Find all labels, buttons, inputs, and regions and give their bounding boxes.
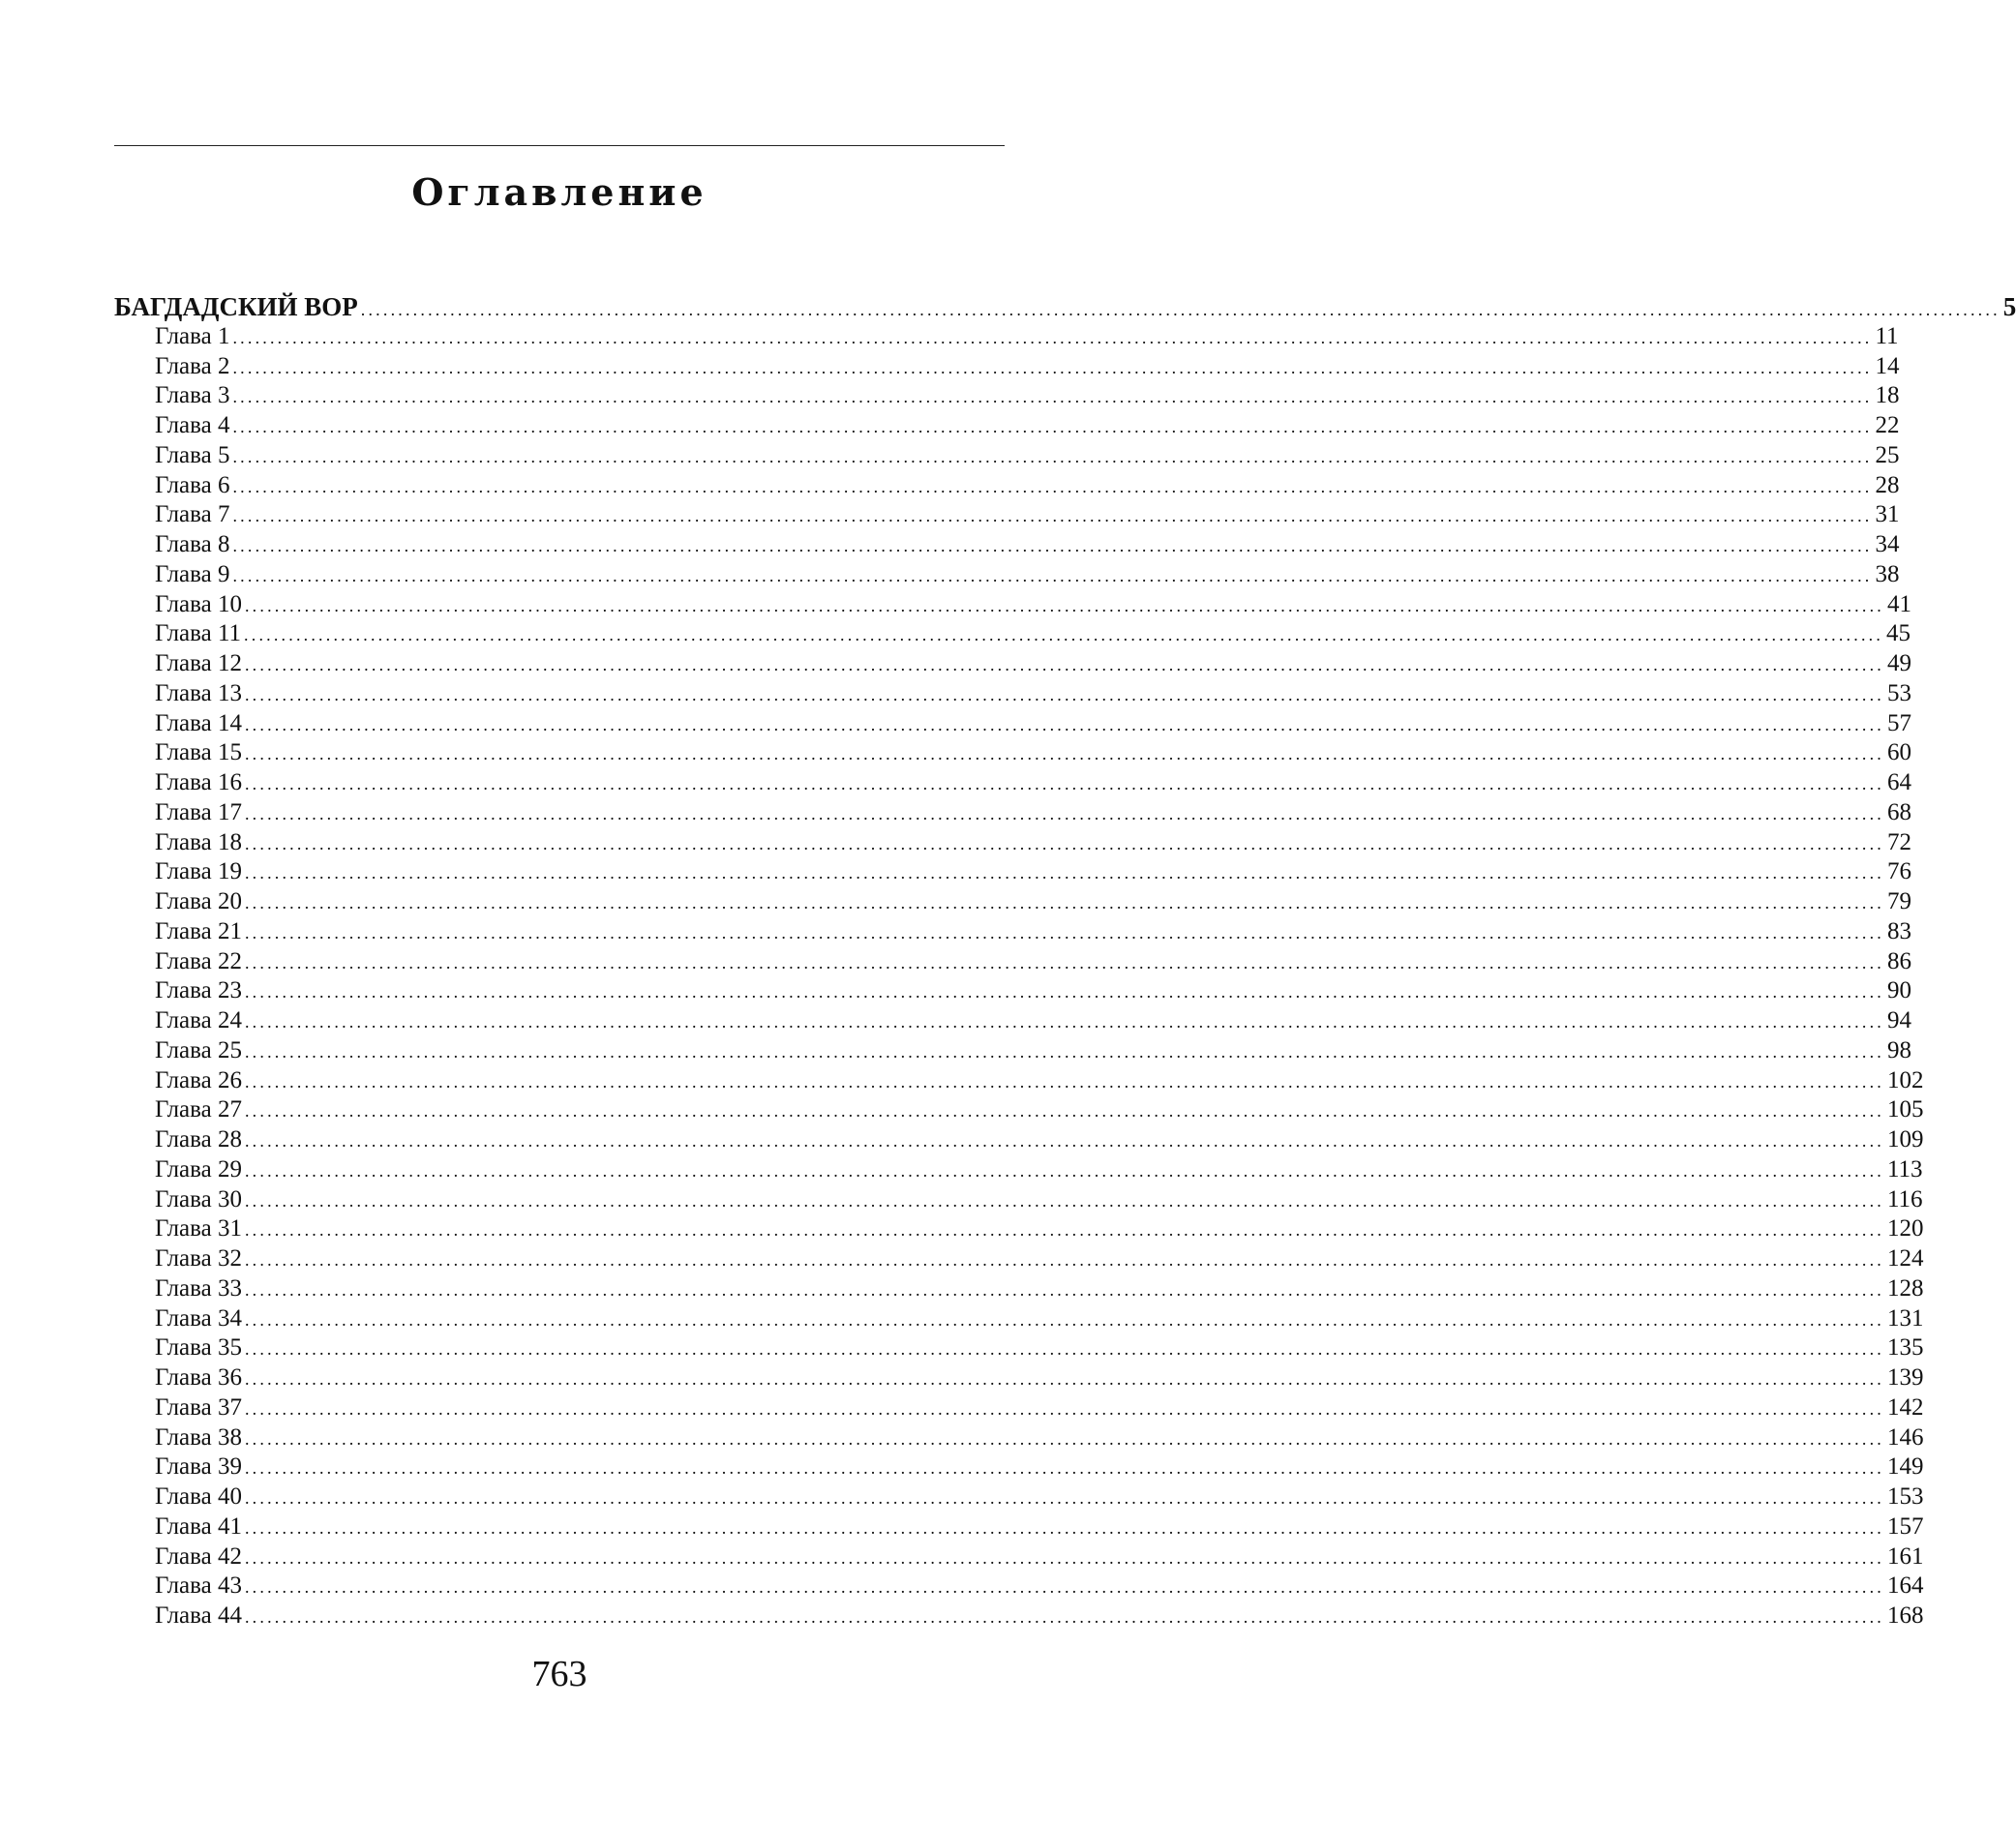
toc-chapter-page: 139: [1886, 1364, 1924, 1391]
toc-chapter-title: Глава 2: [155, 352, 230, 379]
toc-chapter-title: Глава 23: [155, 977, 242, 1004]
dot-leader: ............................................................................................................................................................................................................................: [232, 446, 1873, 466]
dot-leader: ............................................................................................................................................................................................................................: [244, 655, 1884, 674]
toc-chapter-entry[interactable]: [114, 738, 1911, 768]
dot-leader: ............................................................................................................................................................................................................................: [244, 803, 1884, 823]
toc-chapter-entry[interactable]: [114, 947, 1911, 977]
toc-chapter-page: 135: [1886, 1334, 1924, 1362]
toc-chapter-entry[interactable]: [114, 1512, 1924, 1542]
dot-leader: ............................................................................................................................................................................................................................: [244, 1101, 1884, 1122]
toc-chapter-entry[interactable]: [114, 887, 1911, 917]
table-of-contents: [114, 292, 2016, 1631]
toc-chapter-title: Глава 33: [155, 1274, 242, 1302]
dot-leader: ............................................................................................................................................................................................................................: [244, 595, 1884, 615]
dot-leader: ............................................................................................................................................................................................................................: [244, 1428, 1884, 1449]
toc-chapter-entry[interactable]: [114, 1304, 1924, 1334]
dot-leader: ............................................................................................................................................................................................................................: [232, 476, 1873, 496]
toc-chapter-title: Глава 8: [155, 531, 230, 557]
toc-chapter-page: 57: [1886, 709, 1911, 736]
toc-chapter-title: Глава 5: [155, 441, 230, 468]
toc-chapter-page: 41: [1886, 590, 1911, 617]
toc-chapter-page: 45: [1886, 620, 1911, 647]
dot-leader: ............................................................................................................................................................................................................................: [244, 1339, 1884, 1360]
dot-leader: ............................................................................................................................................................................................................................: [244, 684, 1884, 704]
toc-chapter-title: Глава 29: [155, 1155, 242, 1182]
page-number: 763: [531, 1654, 587, 1694]
toc-chapter-entry[interactable]: [114, 619, 1911, 649]
toc-chapter-title: Глава 16: [155, 769, 242, 795]
toc-chapter-page: 105: [1886, 1096, 1924, 1123]
toc-chapter-title: Глава 14: [155, 709, 242, 736]
toc-chapter-page: 168: [1886, 1602, 1924, 1629]
toc-chapter-entry[interactable]: [114, 1363, 1924, 1393]
toc-chapter-title: Глава 42: [155, 1542, 242, 1570]
toc-chapter-page: 86: [1886, 947, 1911, 974]
toc-chapter-entry[interactable]: [114, 441, 1900, 471]
toc-chapter-entry[interactable]: [114, 1393, 1924, 1423]
toc-chapter-title: Глава 20: [155, 888, 242, 914]
page-title: Оглавление: [411, 170, 707, 214]
toc-chapter-page: 83: [1886, 917, 1911, 944]
toc-part-title: БАГДАДСКИЙ ВОР: [114, 292, 358, 321]
toc-chapter-entry[interactable]: [114, 1185, 1923, 1215]
toc-chapter-entry[interactable]: [114, 917, 1911, 947]
toc-chapter-title: Глава 22: [155, 947, 242, 974]
toc-chapter-page: 149: [1886, 1453, 1924, 1481]
dot-leader: ............................................................................................................................................................................................................................: [244, 982, 1884, 1003]
toc-chapter-entry[interactable]: [114, 1244, 1924, 1274]
dot-leader: ............................................................................................................................................................................................................................: [244, 774, 1884, 793]
toc-chapter-page: 53: [1886, 679, 1911, 706]
toc-chapter-entry[interactable]: [114, 1155, 1923, 1185]
toc-chapter-title: Глава 31: [155, 1215, 242, 1242]
toc-chapter-title: Глава 18: [155, 828, 242, 855]
toc-chapter-page: 98: [1886, 1036, 1911, 1063]
toc-chapter-title: Глава 34: [155, 1304, 242, 1332]
toc-chapter-title: Глава 30: [155, 1185, 242, 1212]
dot-leader: ............................................................................................................................................................................................................................: [232, 536, 1873, 555]
toc-chapter-page: 28: [1875, 471, 1900, 498]
toc-chapter-entry[interactable]: [114, 1066, 1924, 1096]
toc-chapter-entry[interactable]: [114, 1214, 1924, 1244]
dot-leader: ............................................................................................................................................................................................................................: [244, 1012, 1884, 1032]
toc-chapter-page: 22: [1875, 412, 1900, 438]
toc-chapter-title: Глава 27: [155, 1096, 242, 1123]
toc-chapter-entry[interactable]: [114, 1095, 1924, 1125]
toc-chapter-title: Глава 44: [155, 1602, 242, 1629]
toc-chapter-title: Глава 12: [155, 650, 242, 676]
toc-chapter-page: 113: [1886, 1155, 1923, 1182]
dot-leader: ............................................................................................................................................................................................................................: [232, 387, 1873, 407]
dot-leader: ............................................................................................................................................................................................................................: [244, 1071, 1884, 1092]
toc-chapter-page: 116: [1886, 1185, 1923, 1212]
toc-chapter-title: Глава 15: [155, 739, 242, 766]
toc-chapter-entry[interactable]: [114, 857, 1911, 887]
dot-leader: ............................................................................................................................................................................................................................: [244, 1309, 1884, 1330]
toc-chapter-page: 157: [1886, 1512, 1924, 1540]
toc-chapter-page: 60: [1886, 739, 1911, 766]
toc-chapter-entry[interactable]: [114, 1274, 1924, 1304]
toc-chapter-page: 72: [1886, 828, 1911, 855]
toc-chapter-title: Глава 11: [155, 620, 242, 647]
dot-leader: ............................................................................................................................................................................................................................: [244, 1517, 1884, 1538]
dot-leader: ............................................................................................................................................................................................................................: [232, 417, 1873, 436]
toc-chapter-page: 31: [1875, 501, 1900, 528]
toc-chapter-page: 128: [1886, 1274, 1924, 1302]
toc-chapter-entry[interactable]: [114, 500, 1900, 530]
dot-leader: ............................................................................................................................................................................................................................: [244, 714, 1884, 734]
dot-leader: ............................................................................................................................................................................................................................: [244, 1041, 1884, 1062]
dot-leader: ............................................................................................................................................................................................................................: [244, 1547, 1884, 1568]
dot-leader: ............................................................................................................................................................................................................................: [244, 1220, 1884, 1241]
toc-chapter-page: 146: [1886, 1423, 1924, 1451]
toc-chapter-page: 90: [1886, 977, 1911, 1004]
toc-chapter-entry[interactable]: [114, 1482, 1924, 1512]
toc-chapter-page: 164: [1886, 1572, 1924, 1600]
dot-leader: ............................................................................................................................................................................................................................: [244, 952, 1884, 973]
toc-chapter-title: Глава 37: [155, 1393, 242, 1421]
toc-chapter-title: Глава 1: [155, 322, 230, 349]
toc-chapter-title: Глава 43: [155, 1572, 242, 1600]
toc-chapter-page: 18: [1875, 382, 1900, 409]
toc-chapter-page: 64: [1886, 769, 1911, 795]
toc-chapter-title: Глава 26: [155, 1066, 242, 1093]
toc-chapter-page: 34: [1875, 531, 1900, 557]
toc-chapter-entry[interactable]: [114, 560, 1900, 590]
toc-chapter-title: Глава 35: [155, 1334, 242, 1362]
toc-part-entry[interactable]: [114, 292, 2016, 322]
toc-chapter-title: Глава 41: [155, 1512, 242, 1540]
toc-part-page: 5: [2002, 292, 2016, 321]
toc-chapter-entry[interactable]: [114, 1542, 1924, 1572]
toc-chapter-title: Глава 32: [155, 1245, 242, 1272]
dot-leader: ............................................................................................................................................................................................................................: [244, 893, 1884, 913]
dot-leader: ............................................................................................................................................................................................................................: [244, 1458, 1884, 1479]
dot-leader: ............................................................................................................................................................................................................................: [244, 1160, 1884, 1181]
toc-chapter-page: 102: [1886, 1066, 1924, 1093]
dot-leader: ............................................................................................................................................................................................................................: [244, 922, 1884, 943]
toc-chapter-title: Глава 4: [155, 412, 230, 438]
toc-chapter-page: 76: [1886, 858, 1911, 885]
toc-chapter-page: 109: [1886, 1126, 1924, 1152]
dot-leader: ............................................................................................................................................................................................................................: [244, 1488, 1884, 1508]
toc-chapter-entry[interactable]: [114, 381, 1900, 411]
toc-chapter-entry[interactable]: [114, 1125, 1924, 1155]
toc-chapter-title: Глава 21: [155, 917, 242, 944]
toc-chapter-page: 68: [1886, 798, 1911, 825]
toc-chapter-entry[interactable]: [114, 322, 1899, 352]
toc-chapter-entry[interactable]: [114, 530, 1900, 560]
toc-chapter-page: 38: [1875, 560, 1900, 587]
toc-chapter-title: Глава 38: [155, 1423, 242, 1451]
dot-leader: ............................................................................................................................................................................................................................: [244, 744, 1884, 764]
toc-chapter-title: Глава 6: [155, 471, 230, 498]
toc-chapter-entry[interactable]: [114, 709, 1911, 739]
toc-chapter-page: 153: [1886, 1483, 1924, 1510]
toc-chapter-title: Глава 17: [155, 798, 242, 825]
dot-leader: ............................................................................................................................................................................................................................: [232, 357, 1873, 377]
toc-chapter-entry[interactable]: [114, 828, 1911, 858]
dot-leader: ............................................................................................................................................................................................................................: [244, 1250, 1884, 1270]
toc-chapter-page: 49: [1886, 650, 1911, 676]
dot-leader: ............................................................................................................................................................................................................................: [360, 300, 2001, 319]
toc-chapter-entry[interactable]: [114, 352, 1900, 382]
toc-chapter-page: 120: [1886, 1215, 1924, 1242]
toc-chapter-title: Глава 36: [155, 1364, 242, 1391]
toc-chapter-entry[interactable]: [114, 976, 1911, 1006]
toc-chapter-entry[interactable]: [114, 1006, 1911, 1036]
dot-leader: ............................................................................................................................................................................................................................: [232, 565, 1873, 585]
dot-leader: ............................................................................................................................................................................................................................: [244, 863, 1884, 883]
dot-leader: ............................................................................................................................................................................................................................: [232, 327, 1873, 347]
toc-chapter-entry[interactable]: [114, 1572, 1924, 1601]
dot-leader: ............................................................................................................................................................................................................................: [232, 506, 1873, 526]
dot-leader: ............................................................................................................................................................................................................................: [244, 1190, 1884, 1211]
toc-chapter-entry[interactable]: [114, 768, 1911, 798]
toc-chapter-page: 25: [1875, 441, 1900, 468]
dot-leader: ............................................................................................................................................................................................................................: [244, 833, 1884, 853]
toc-chapter-page: 142: [1886, 1393, 1924, 1421]
toc-chapter-page: 124: [1886, 1245, 1924, 1272]
toc-chapter-page: 11: [1875, 322, 1899, 349]
toc-chapter-entry[interactable]: [114, 1601, 1924, 1631]
toc-chapter-title: Глава 10: [155, 590, 242, 617]
toc-chapter-title: Глава 13: [155, 679, 242, 706]
dot-leader: ............................................................................................................................................................................................................................: [244, 1131, 1884, 1151]
header-rule: [114, 145, 1005, 146]
toc-chapter-title: Глава 3: [155, 382, 230, 409]
toc-chapter-title: Глава 19: [155, 858, 242, 885]
toc-chapter-page: 14: [1875, 352, 1900, 379]
toc-chapter-entry[interactable]: [114, 649, 1911, 679]
toc-chapter-page: 94: [1886, 1007, 1911, 1033]
dot-leader: ............................................................................................................................................................................................................................: [244, 625, 1884, 645]
chapter-list: [114, 322, 1924, 1631]
toc-chapter-entry[interactable]: [114, 590, 1911, 620]
toc-chapter-entry[interactable]: [114, 1036, 1911, 1066]
dot-leader: ............................................................................................................................................................................................................................: [244, 1577, 1884, 1598]
toc-chapter-title: Глава 39: [155, 1453, 242, 1481]
dot-leader: ............................................................................................................................................................................................................................: [244, 1369, 1884, 1389]
toc-chapter-title: Глава 25: [155, 1036, 242, 1063]
toc-chapter-title: Глава 24: [155, 1007, 242, 1033]
toc-chapter-title: Глава 7: [155, 501, 230, 528]
toc-chapter-page: 131: [1886, 1304, 1924, 1332]
toc-chapter-entry[interactable]: [114, 798, 1911, 828]
toc-chapter-title: Глава 40: [155, 1483, 242, 1510]
toc-chapter-entry[interactable]: [114, 471, 1900, 501]
toc-chapter-entry[interactable]: [114, 1423, 1924, 1453]
toc-chapter-title: Глава 9: [155, 560, 230, 587]
toc-chapter-entry[interactable]: [114, 1333, 1924, 1363]
toc-chapter-title: Глава 28: [155, 1126, 242, 1152]
toc-chapter-entry[interactable]: [114, 679, 1911, 709]
dot-leader: ............................................................................................................................................................................................................................: [244, 1398, 1884, 1419]
toc-chapter-entry[interactable]: [114, 411, 1900, 441]
toc-chapter-page: 161: [1886, 1542, 1924, 1570]
dot-leader: ............................................................................................................................................................................................................................: [244, 1607, 1884, 1627]
dot-leader: ............................................................................................................................................................................................................................: [244, 1279, 1884, 1300]
toc-chapter-page: 79: [1886, 888, 1911, 914]
toc-chapter-entry[interactable]: [114, 1452, 1924, 1482]
